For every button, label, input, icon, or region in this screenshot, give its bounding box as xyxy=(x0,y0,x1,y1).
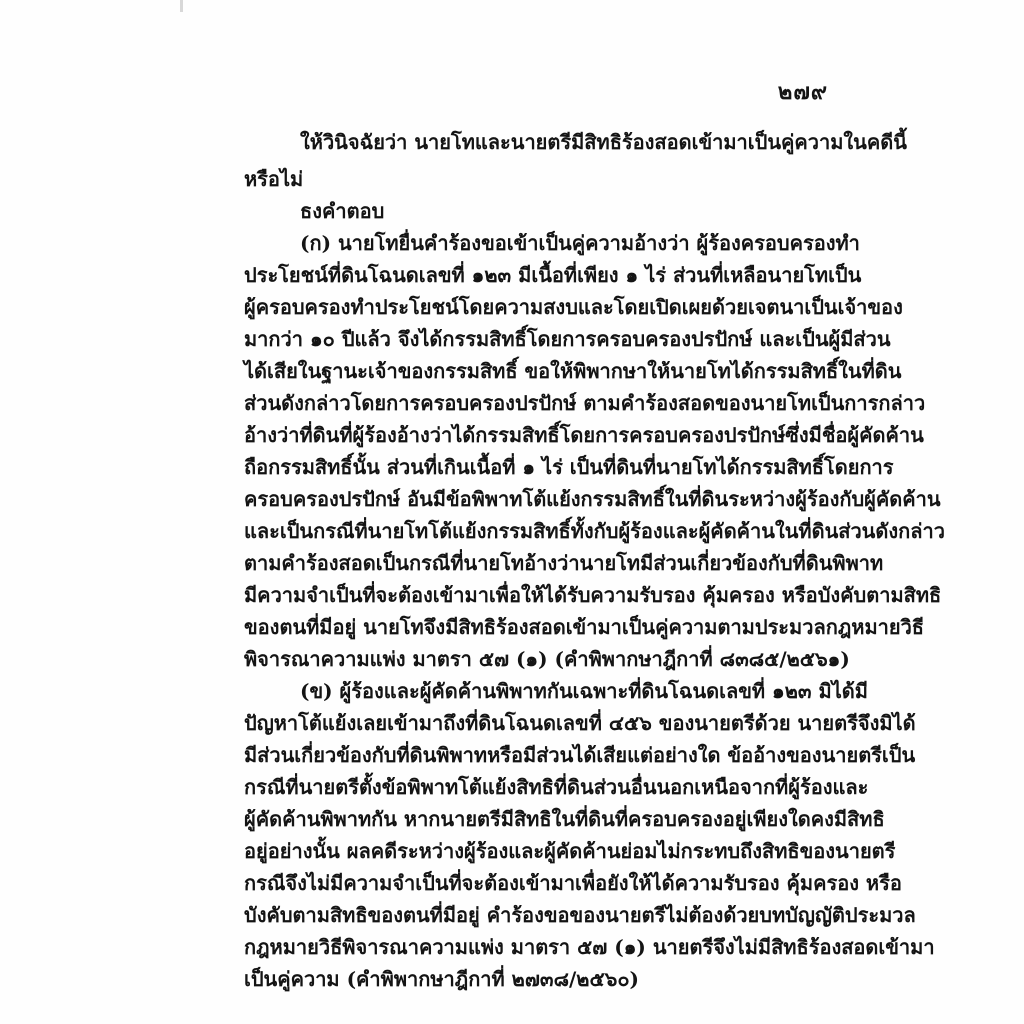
paragraph-b-line: กรณีจึงไม่มีความจำเป็นที่จะต้องเข้ามาเพื่อยังให้ได้ความรับรอง คุ้มครอง หรือ xyxy=(244,871,902,895)
paragraph-a-line: ถือกรรมสิทธิ์นั้น ส่วนที่เกินเนื้อที่ ๑ ไร่ เป็นที่ดินที่นายโทได้กรรมสิทธิ์โดยการ xyxy=(244,455,894,479)
paragraph-b-line: ปัญหาโต้แย้งเลยเข้ามาถึงที่ดินโฉนดเลขที่ ๔๕๖ ของนายตรีด้วย นายตรีจึงมิได้ xyxy=(244,711,916,735)
paragraph-a-line: (ก) นายโทยื่นคำร้องขอเข้าเป็นคู่ความอ้างว่า ผู้ร้องครอบครองทำ xyxy=(300,231,860,255)
paragraph-b-line: กฎหมายวิธีพิจารณาความแพ่ง มาตรา ๕๗ (๑) นายตรีจึงไม่มีสิทธิร้องสอดเข้ามา xyxy=(244,935,935,959)
paragraph-b-line: กรณีที่นายตรีตั้งข้อพิพาทโต้แย้งสิทธิที่ดินส่วนอื่นนอกเหนือจากที่ผู้ร้องและ xyxy=(244,775,869,799)
paragraph-a-line: และเป็นกรณีที่นายโทโต้แย้งกรรมสิทธิ์ทั้งกับผู้ร้องและผู้คัดค้านในที่ดินส่วนดังกล่าว xyxy=(244,519,945,543)
paragraph-a-line: ตามคำร้องสอดเป็นกรณีที่นายโทอ้างว่านายโทมีส่วนเกี่ยวข้องกับที่ดินพิพาท xyxy=(244,551,884,575)
paragraph-b-line: เป็นคู่ความ (คำพิพากษาฎีกาที่ ๒๗๓๘/๒๕๖๐) xyxy=(244,967,639,991)
paragraph-a-line: อ้างว่าที่ดินที่ผู้ร้องอ้างว่าได้กรรมสิทธิ์โดยการครอบครองปรปักษ์ซึ่งมีชื่อผู้คัดค้าน xyxy=(244,423,924,447)
paragraph-a-line: มากว่า ๑๐ ปีแล้ว จึงได้กรรมสิทธิ์โดยการครอบครองปรปักษ์ และเป็นผู้มีส่วน xyxy=(244,327,891,351)
paragraph-b-line: มีส่วนเกี่ยวข้องกับที่ดินพิพาทหรือมีส่วนได้เสียแต่อย่างใด ข้ออ้างของนายตรีเป็น xyxy=(244,743,916,767)
paragraph-a-line: ครอบครองปรปักษ์ อันมีข้อพิพาทโต้แย้งกรรมสิทธิ์ในที่ดินระหว่างผู้ร้องกับผู้คัดค้าน xyxy=(244,487,941,511)
paragraph-a-line: มีความจำเป็นที่จะต้องเข้ามาเพื่อให้ได้รับความรับรอง คุ้มครอง หรือบังคับตามสิทธิ xyxy=(244,583,942,607)
page-edge-mark xyxy=(180,0,183,12)
page-number: ๒๗๙ xyxy=(777,79,828,105)
paragraph-b-line: อยู่อย่างนั้น ผลคดีระหว่างผู้ร้องและผู้คัดค้านย่อมไม่กระทบถึงสิทธิของนายตรี xyxy=(244,839,896,863)
paragraph-b-line: (ข) ผู้ร้องและผู้คัดค้านพิพาทกันเฉพาะที่ดินโฉนดเลขที่ ๑๒๓ มิได้มี xyxy=(300,679,868,703)
paragraph-a-line: พิจารณาความแพ่ง มาตรา ๕๗ (๑) (คำพิพากษาฎีกาที่ ๘๓๘๕/๒๕๖๑) xyxy=(244,647,850,671)
answer-heading: ธงคำตอบ xyxy=(300,199,385,223)
paragraph-a-line: ได้เสียในฐานะเจ้าของกรรมสิทธิ์ ขอให้พิพากษาให้นายโทได้กรรมสิทธิ์ในที่ดิน xyxy=(244,359,902,383)
question-line-2: หรือไม่ xyxy=(244,167,304,191)
paragraph-a-line: ส่วนดังกล่าวโดยการครอบครองปรปักษ์ ตามคำร้องสอดของนายโทเป็นการกล่าว xyxy=(244,391,926,415)
paragraph-b-line: ผู้คัดค้านพิพาทกัน หากนายตรีมีสิทธิในที่ดินที่ครอบครองอยู่เพียงใดคงมีสิทธิ xyxy=(244,807,885,831)
paragraph-a-line: ของตนที่มีอยู่ นายโทจึงมีสิทธิร้องสอดเข้ามาเป็นคู่ความตามประมวลกฎหมายวิธี xyxy=(244,615,925,639)
paragraph-b-line: บังคับตามสิทธิของตนที่มีอยู่ คำร้องขอของนายตรีไม่ต้องด้วยบทบัญญัติประมวล xyxy=(244,903,916,927)
paragraph-a-line: ผู้ครอบครองทำประโยชน์โดยความสงบและโดยเปิดเผยด้วยเจตนาเป็นเจ้าของ xyxy=(244,295,903,319)
question-line-1: ให้วินิจฉัยว่า นายโทและนายตรีมีสิทธิร้องสอดเข้ามาเป็นคู่ความในคดีนี้ xyxy=(300,130,907,154)
paragraph-a-line: ประโยชน์ที่ดินโฉนดเลขที่ ๑๒๓ มีเนื้อที่เพียง ๑ ไร่ ส่วนที่เหลือนายโทเป็น xyxy=(244,263,862,287)
